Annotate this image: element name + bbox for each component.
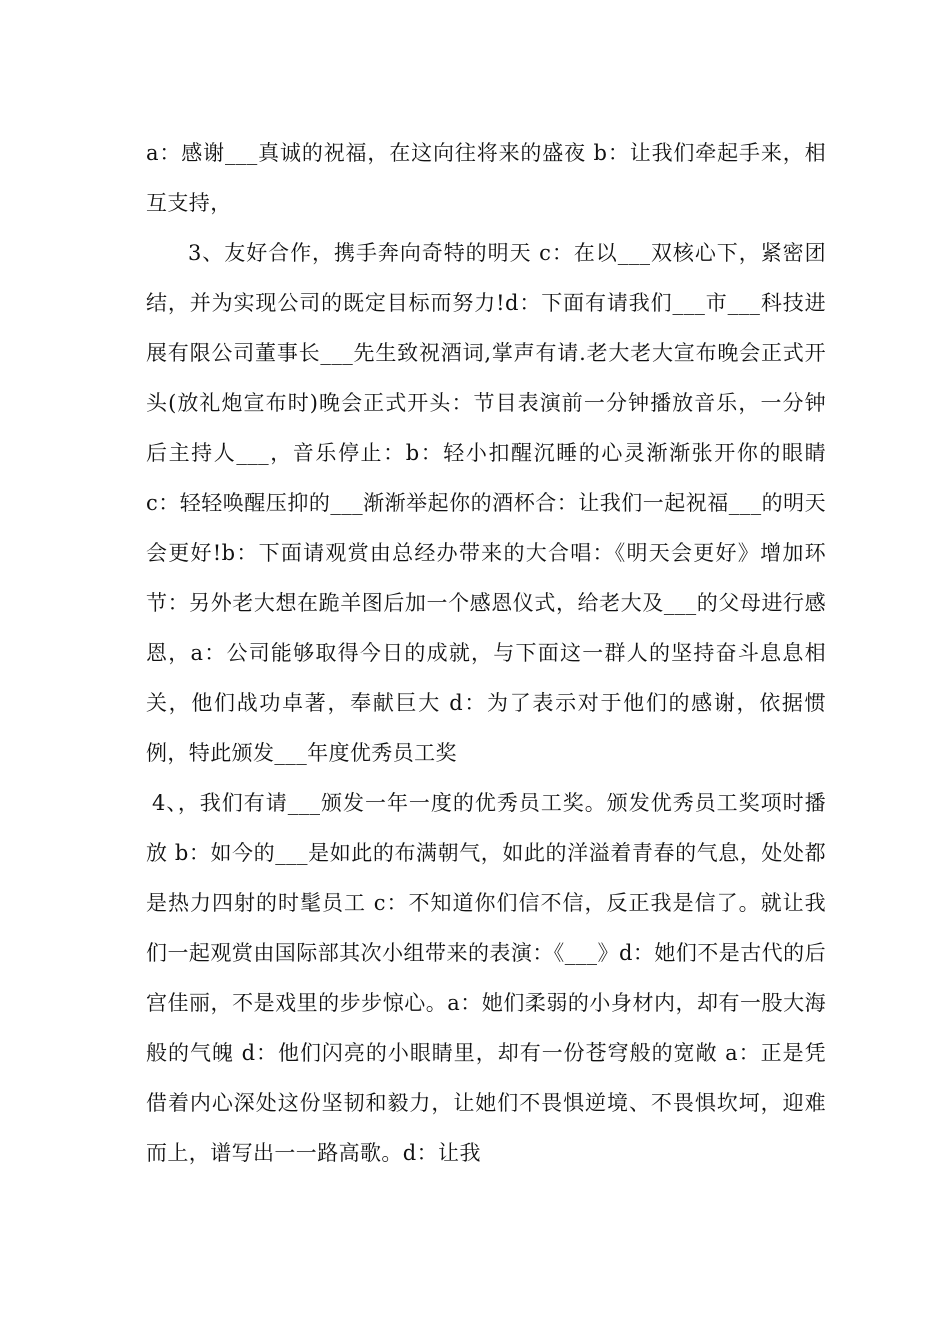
paragraph-3: 4、，我们有请___颁发一年一度的优秀员工奖。颁发优秀员工奖项时播放 b：如今的___是如此的布满朝气，如此的洋溢着青春的气息，处处都是热力四射的时髦员工 c：不知道你们信不信，反正我是信了。就让我们一起观赏由国际部其次小组带来的表演：《___》d：她们不是古代的后宫佳丽，不是戏里的步步惊心。a：她们柔弱的小身材内，却有一股大海般的气魄 d：他们闪亮的小眼睛里，却有一份苍穹般的宽敞 a：正是凭借着内心深处这份坚韧和毅力，让她们不畏惧逆境、不畏惧坎坷，迎难而上，谱写出一一路高歌。d：让我 <box>146 791 826 1165</box>
paragraph-1: a：感谢___真诚的祝福，在这向往将来的盛夜 b：让我们牵起手来，相互支持， <box>146 141 826 215</box>
paragraph-2: 3、友好合作，携手奔向奇特的明天 c：在以___双核心下，紧密团结，并为实现公司的既定目标而努力!d：下面有请我们___市___科技进展有限公司董事长___先生致祝酒词,掌声有请.老大老大宣布晚会正式开头(放礼炮宣布时)晚会正式开头：节目表演前一分钟播放音乐，一分钟后主持人___，音乐停止：b：轻小扣醒沉睡的心灵渐渐张开你的眼睛 c：轻轻唤醒压抑的___渐渐举起你的酒杯合：让我们一起祝福___的明天会更好!b：下面请观赏由总经办带来的大合唱：《明天会更好》增加环节：另外老大想在跪羊图后加一个感恩仪式，给老大及___的父母进行感恩，a：公司能够取得今日的成就，与下面这一群人的坚持奋斗息息相关，他们战功卓著，奉献巨大 d：为了表示对于他们的感谢，依据惯例，特此颁发___年度优秀员工奖 <box>146 241 826 765</box>
document-body <box>146 128 826 1178</box>
